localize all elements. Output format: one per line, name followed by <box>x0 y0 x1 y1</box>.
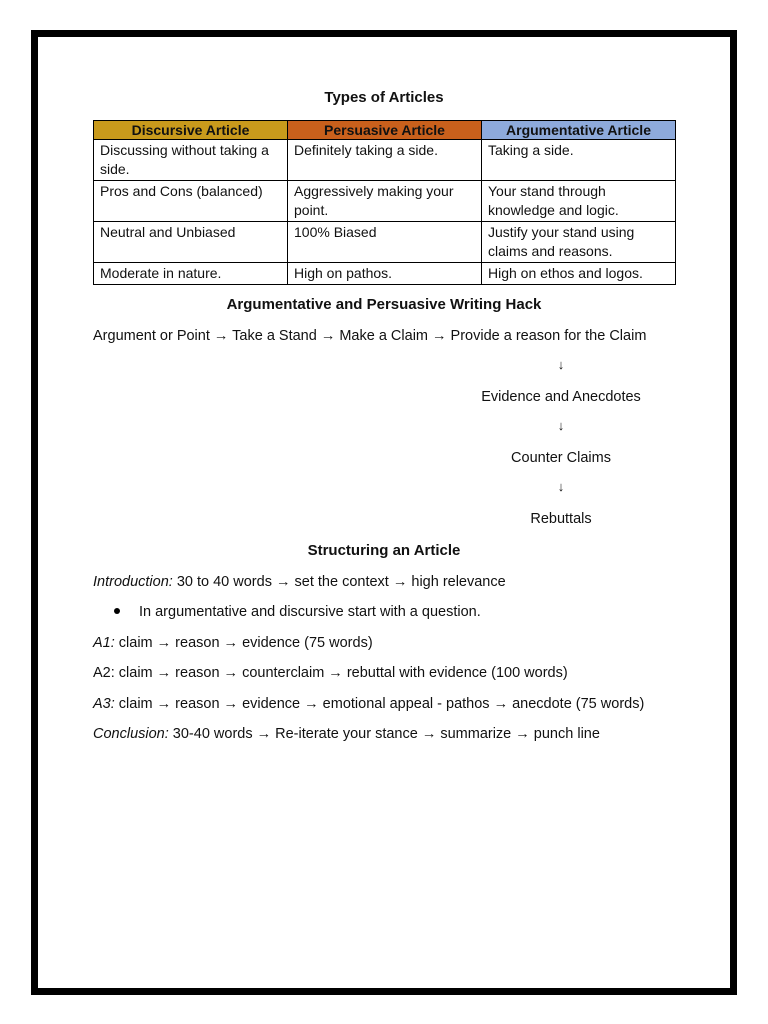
intro-line <box>93 574 506 590</box>
table-header-row <box>94 121 676 140</box>
flow-arrow-2: ↓ <box>557 418 565 433</box>
table-cell: High on pathos. <box>288 263 482 285</box>
bullet-text: In argumentative and discursive start with a question. <box>139 604 481 620</box>
conclusion-line <box>93 726 600 742</box>
table-cell: Definitely taking a side. <box>288 140 482 181</box>
a3-label: A3: <box>93 696 115 712</box>
header-argumentative: Argumentative Article <box>482 121 676 140</box>
table-cell: Moderate in nature. <box>94 263 288 285</box>
flow-step-rebuttals: Rebuttals <box>530 511 592 527</box>
flow-arrow-1: ↓ <box>557 357 565 372</box>
a1-line <box>93 635 373 651</box>
intro-label: Introduction: <box>93 574 173 590</box>
a2-line: A2: claim → reason → counterclaim → rebuttal with evidence (100 words) <box>93 665 568 681</box>
conclusion-label: Conclusion: <box>93 726 169 742</box>
conclusion-text: 30-40 words → Re-iterate your stance → summarize → punch line <box>168 726 600 742</box>
table-title: Types of Articles <box>324 89 444 106</box>
flow-step-counter-claims: Counter Claims <box>511 450 611 466</box>
table-cell: Neutral and Unbiased <box>94 222 288 263</box>
table-row <box>94 140 676 181</box>
table-row <box>94 181 676 222</box>
hack-line: Argument or Point → Take a Stand → Make a Claim → Provide a reason for the Claim <box>93 328 647 344</box>
flow-arrow-3: ↓ <box>557 479 565 494</box>
table-cell: 100% Biased <box>288 222 482 263</box>
header-discursive: Discursive Article <box>94 121 288 140</box>
list-item <box>114 604 481 620</box>
hack-title: Argumentative and Persuasive Writing Hack <box>226 296 542 313</box>
table-cell: Aggressively making your point. <box>288 181 482 222</box>
a3-line <box>93 696 644 712</box>
structure-title: Structuring an Article <box>307 542 461 559</box>
flow-step-evidence: Evidence and Anecdotes <box>481 389 641 405</box>
article-types-table <box>93 120 676 285</box>
table-cell: Discussing without taking a side. <box>94 140 288 181</box>
table-cell: Justify your stand using claims and reasons. <box>482 222 676 263</box>
table-cell: Pros and Cons (balanced) <box>94 181 288 222</box>
table-cell: High on ethos and logos. <box>482 263 676 285</box>
table-row <box>94 222 676 263</box>
bullet-icon <box>114 608 120 614</box>
table-row <box>94 263 676 285</box>
a1-text: claim → reason → evidence (75 words) <box>114 635 373 651</box>
table-cell: Your stand through knowledge and logic. <box>482 181 676 222</box>
a3-text: claim → reason → evidence → emotional appeal - pathos → anecdote (75 words) <box>114 696 645 712</box>
intro-text: 30 to 40 words → set the context → high relevance <box>172 574 506 590</box>
table-cell: Taking a side. <box>482 140 676 181</box>
header-persuasive: Persuasive Article <box>288 121 482 140</box>
a1-label: A1: <box>93 635 115 651</box>
